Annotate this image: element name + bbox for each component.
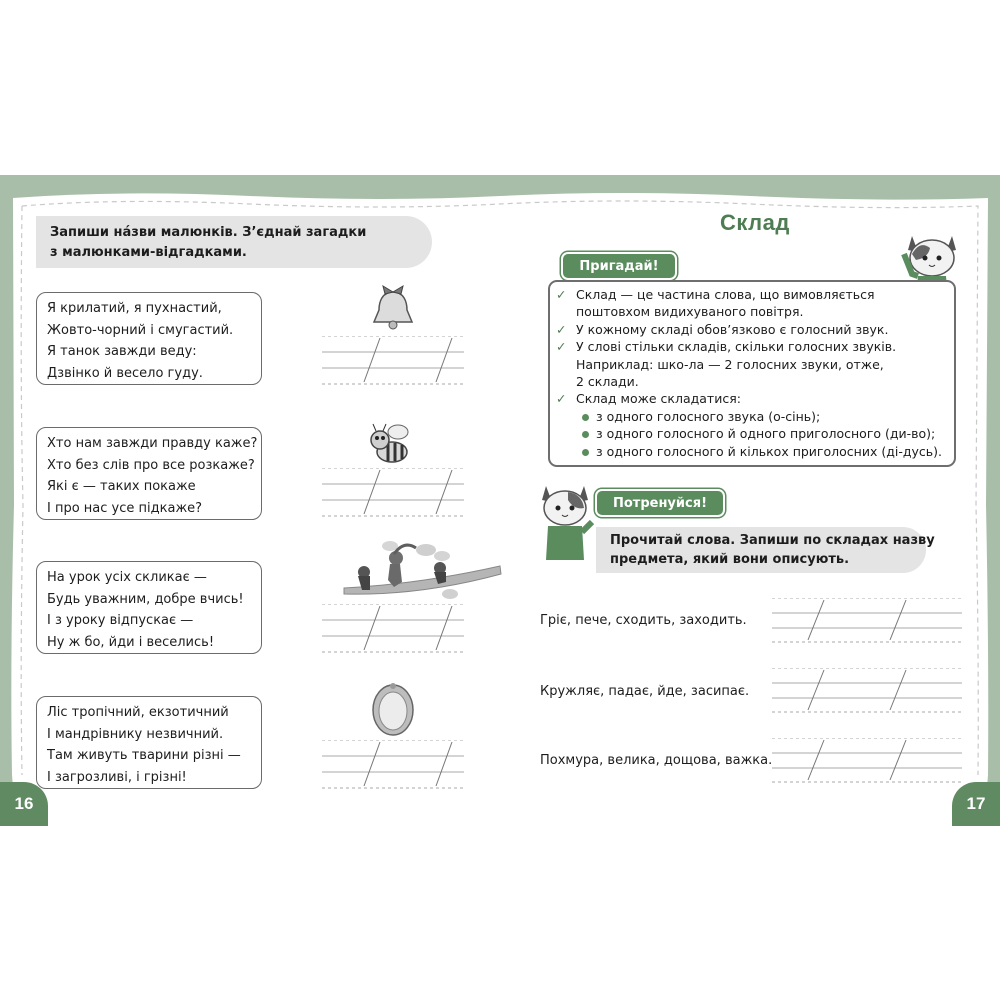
task-line-1: Запиши на́зви малюнків. З’єднай загадки [50, 225, 367, 240]
page-title: Склад [720, 210, 790, 235]
bee-icon [366, 420, 416, 466]
rule-line: Наприклад: шко-ла — 2 голосних звуки, отже, [576, 356, 884, 372]
cat-practice-icon [538, 482, 594, 564]
clue-text: Кружляє, падає, йде, засипає. [540, 684, 750, 699]
sub-item: з одного голосного й одного приголосного (ди-во); [556, 425, 948, 442]
writing-lines[interactable] [322, 468, 464, 518]
riddle-card [36, 427, 262, 520]
riddle-card [36, 561, 262, 654]
practice-instruction [596, 527, 935, 573]
sub-item: з одного голосного й кількох приголосних (ді-дусь). [556, 443, 948, 460]
riddle-line: Я танок завжди веду: [47, 344, 197, 360]
task-instruction [36, 216, 432, 268]
rule-line: У слові стільки складів, скільки голосних звуків. [576, 339, 897, 355]
writing-lines[interactable] [772, 668, 962, 714]
riddle-line: На урок усіх скликає — [47, 570, 207, 585]
riddle-line: Я крилатий, я пухнастий, [47, 301, 222, 316]
riddle-line: Хто нам завжди правду каже? [47, 436, 258, 451]
page-number-right: 17 [952, 782, 1000, 826]
riddle-line: Дзвінко й весело гуду. [47, 365, 203, 381]
riddle-card [36, 696, 262, 789]
rule-item: ✓ Склад — це частина слова, що вимовляється поштовхом видихуваного повітря. [556, 286, 948, 321]
riddle-line: Там живуть тварини різні — [47, 748, 241, 764]
riddle-line: Які є — таких покаже [47, 479, 196, 495]
rule-line: 2 склади. [576, 374, 639, 390]
riddle-card [36, 292, 262, 385]
writing-lines[interactable] [322, 740, 464, 790]
practice-tag: Потренуйся! [597, 491, 723, 515]
remember-tag: Пригадай! [563, 254, 675, 278]
writing-lines[interactable] [772, 738, 962, 784]
writing-lines[interactable] [322, 604, 464, 654]
riddle-line: І мандрівнику незвичний. [47, 726, 224, 742]
mirror-icon [370, 682, 416, 738]
monkeys-on-branch-icon [330, 532, 502, 602]
task-line-2: з малюнками-відгадками. [50, 245, 247, 260]
practice-line-1: Прочитай слова. Запиши по складах назву [610, 533, 935, 548]
riddle-line: І загрозливі, і грізні! [47, 769, 187, 785]
rule-line: Склад — це частина слова, що вимовляється [576, 287, 875, 302]
rule-item: ✓ Склад може складатися: [556, 390, 948, 407]
rule-line: У кожному складі обов’язково є голосний звук. [576, 321, 889, 337]
rule-line: Склад може складатися: [576, 391, 741, 407]
sub-item: з одного голосного звука (о-сінь); [556, 408, 948, 425]
writing-lines[interactable] [322, 336, 464, 386]
riddle-line: Ліс тропічний, екзотичний [47, 705, 229, 720]
page-number-left: 16 [0, 782, 48, 826]
bell-icon [368, 284, 418, 332]
riddle-line: Хто без слів про все розкаже? [47, 457, 255, 473]
rule-item: ✓ У кожному складі обов’язково є голосний звук. [556, 321, 948, 338]
rules-box [548, 280, 956, 467]
riddle-line: І з уроку відпускає — [47, 613, 194, 629]
riddle-line: І про нас усе підкаже? [47, 500, 203, 516]
rule-line: поштовхом видихуваного повітря. [576, 304, 804, 320]
clue-text: Гріє, пече, сходить, заходить. [540, 613, 747, 628]
riddle-line: Жовто-чорний і смугастий. [47, 322, 234, 338]
riddle-line: Ну ж бо, йди і веселись! [47, 634, 215, 650]
writing-lines[interactable] [772, 598, 962, 644]
rule-item: ✓ У слові стільки складів, скільки голосних звуків. Наприклад: шко-ла — 2 голосних звуки, отже, 2 склади. [556, 338, 948, 390]
clue-text: Похмура, велика, дощова, важка. [540, 753, 773, 768]
practice-line-2: предмета, який вони описують. [610, 552, 850, 567]
riddle-line: Будь уважним, добре вчись! [47, 591, 244, 607]
